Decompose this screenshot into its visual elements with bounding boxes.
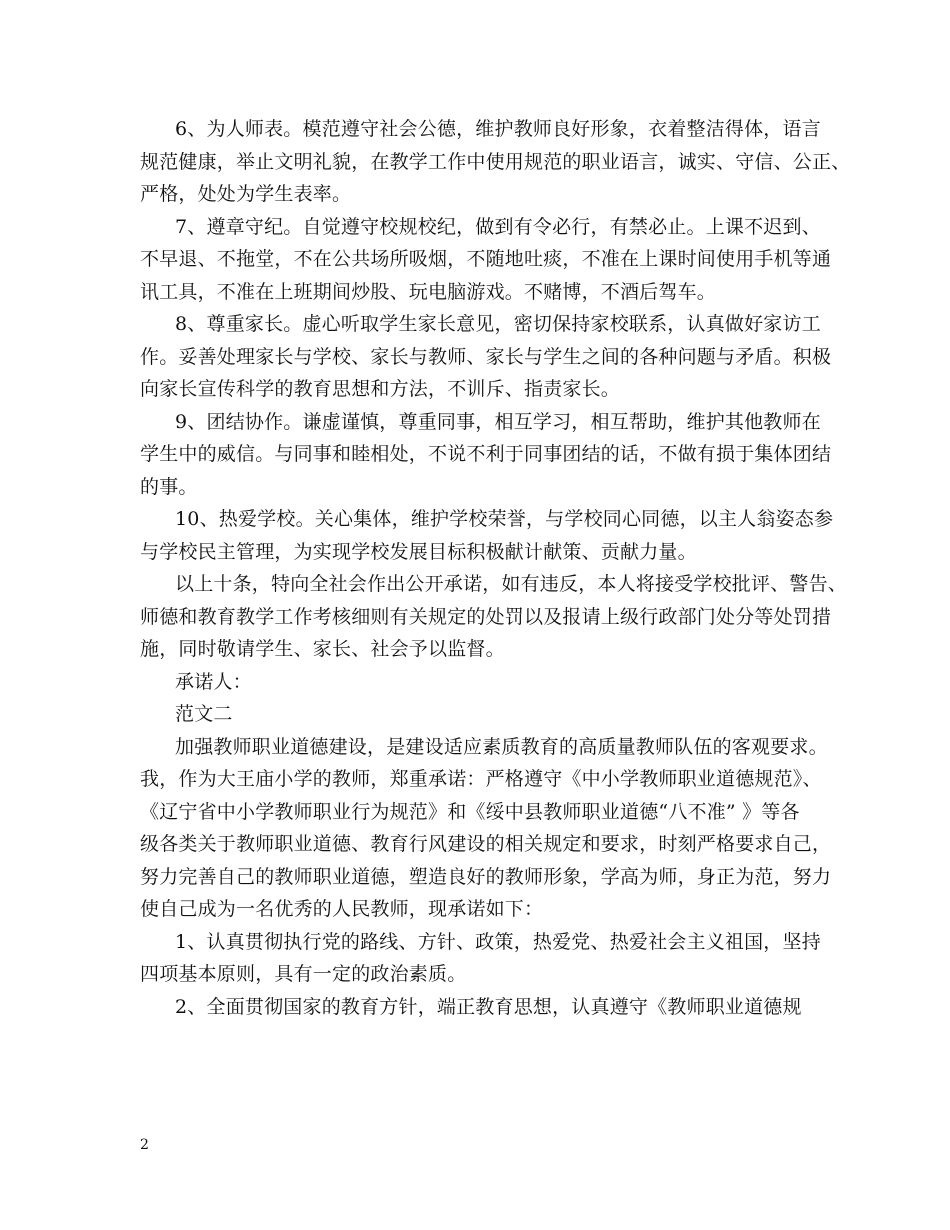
text-line-24: 努力完善自己的教师职业道德，塑造良好的教师形象，学高为师，身正为范，努力 bbox=[140, 865, 832, 888]
text-line-11: 学生中的威信。与同事和睦相处，不说不利于同事团结的话，不做有损于集体团结 bbox=[140, 443, 832, 465]
text-line-28: 2、全面贯彻国家的教育方针，端正教育思想，认真遵守《教师职业道德规 bbox=[175, 995, 802, 1018]
text-line-26: 1、认真贯彻执行党的路线、方针、政策，热爱党、热爱社会主义祖国，坚持 bbox=[175, 930, 821, 953]
text-line-7: 8、尊重家长。虚心听取学生家长意见，密切保持家校联系，认真做好家访工 bbox=[175, 313, 821, 335]
text-line-21: 我，作为大王庙小学的教师，郑重承诺：严格遵守《中小学教师职业道德规范》、 bbox=[140, 768, 822, 790]
text-line-27: 四项基本原则，具有一定的政治素质。 bbox=[140, 963, 467, 985]
text-line-8: 作。妥善处理家长与学校、家长与教师、家长与学生之间的各种问题与矛盾。积极 bbox=[140, 345, 832, 368]
signature-label: 承诺人： bbox=[175, 670, 252, 693]
text-line-2: 规范健康，举止文明礼貌，在教学工作中使用规范的职业语言，诚实、守信、公正、 bbox=[140, 150, 851, 173]
text-line-9: 向家长宣传科学的教育思想和方法，不训斥、指责家长。 bbox=[140, 378, 621, 400]
text-line-15: 以上十条，特向全社会作出公开承诺，如有违反，本人将接受学校批评、警告、 bbox=[175, 573, 848, 595]
text-line-17: 施，同时敬请学生、家长、社会予以监督。 bbox=[140, 638, 505, 660]
text-line-1: 6、为人师表。模范遵守社会公德，维护教师良好形象，衣着整洁得体，语言 bbox=[175, 118, 821, 140]
text-line-6: 讯工具，不准在上班期间炒股、玩电脑游戏。不赌博，不酒后驾车。 bbox=[140, 280, 717, 303]
document-body bbox=[140, 113, 851, 1023]
text-line-5: 不早退、不拖堂，不在公共场所吸烟，不随地吐痰，不准在上课时间使用手机等通 bbox=[140, 248, 832, 270]
text-line-3: 严格，处处为学生表率。 bbox=[140, 183, 352, 205]
text-line-22: 《辽宁省中小学教师职业行为规范》和《绥中县教师职业道德“八不准” 》等各 bbox=[140, 800, 800, 823]
text-line-10: 9、团结协作。谦虚谨慎，尊重同事，相互学习，相互帮助，维护其他教师在 bbox=[175, 410, 821, 433]
section-heading: 范文二 bbox=[175, 703, 233, 725]
text-line-12: 的事。 bbox=[140, 475, 198, 498]
text-line-14: 与学校民主管理，为实现学校发展目标积极献计献策、贡献力量。 bbox=[140, 540, 697, 563]
page-number: 2 bbox=[140, 1137, 149, 1153]
text-line-20: 加强教师职业道德建设，是建设适应素质教育的高质量教师队伍的客观要求。 bbox=[175, 735, 828, 758]
text-line-16: 师德和教育教学工作考核细则有关规定的处罚以及报请上级行政部门处分等处罚措 bbox=[140, 605, 832, 628]
text-line-25: 使自己成为一名优秀的人民教师，现承诺如下： bbox=[140, 898, 544, 920]
text-line-23: 级各类关于教师职业道德、教育行风建设的相关规定和要求，时刻严格要求自己， bbox=[140, 833, 832, 855]
text-line-4: 7、遵章守纪。自觉遵守校规校纪，做到有令必行，有禁必止。上课不迟到、 bbox=[175, 215, 821, 238]
text-line-13: 10、热爱学校。关心集体，维护学校荣誉，与学校同心同德，以主人翁姿态参 bbox=[175, 508, 834, 530]
